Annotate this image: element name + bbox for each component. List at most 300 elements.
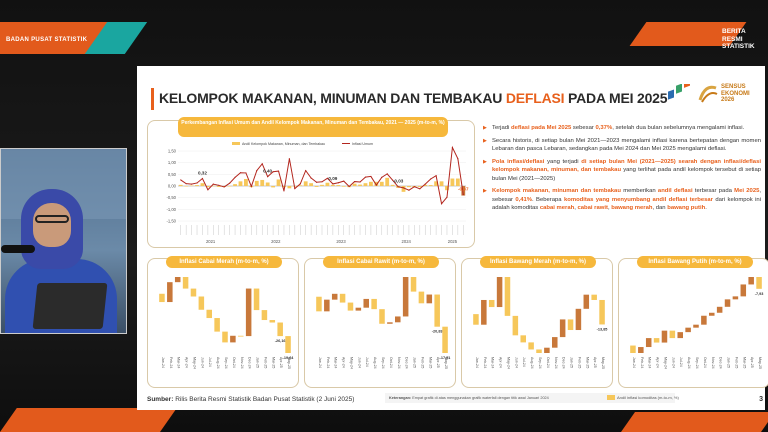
bar-andil [326, 183, 330, 186]
waterfall-bar [528, 342, 534, 349]
x-tick-label: Jan-25 [255, 357, 260, 368]
bullet-text: Pola inflasi/deflasi [492, 158, 545, 165]
x-tick-label: May-24 [506, 357, 511, 369]
x-tick-label: Oct-24 [545, 357, 550, 368]
waterfall-bar [379, 309, 385, 324]
bullet-list [483, 124, 761, 217]
waterfall-bar [725, 299, 731, 306]
bar-andil [271, 186, 275, 187]
bar-andil [407, 186, 411, 187]
x-tick-label: Apr-24 [184, 357, 189, 368]
note-label: Keterangan: [389, 396, 412, 400]
waterfall-bar [363, 299, 369, 308]
x-tick-label: May-25 [601, 357, 606, 369]
waterfall-bar [434, 295, 440, 327]
waterfall-bar [348, 303, 354, 311]
bar-andil [304, 181, 308, 186]
point-inflasi-umum [381, 177, 382, 178]
sensus-logo-text [721, 84, 750, 104]
point-inflasi-umum [343, 181, 344, 182]
legend-label: Inflasi Umum [352, 142, 373, 146]
presenter-glasses [35, 215, 69, 223]
bar-andil [179, 185, 183, 186]
x-tick-label: Nov-24 [239, 357, 244, 369]
x-tick-label: Sep-24 [381, 357, 385, 369]
point-inflasi-umum [359, 181, 360, 182]
point-inflasi-umum [387, 173, 388, 174]
waterfall-bar [748, 277, 754, 284]
x-tick-label: Mar-25 [428, 357, 433, 369]
point-inflasi-umum [408, 190, 409, 191]
point-inflasi-umum [354, 181, 355, 182]
x-tick-label: Jun-24 [514, 357, 519, 368]
point-inflasi-umum [229, 183, 230, 184]
logo-line: EKONOMI [721, 90, 750, 97]
waterfall-bar [411, 277, 417, 292]
bullet-text: komoditas yang menyumbang andil deflasi terbesar [563, 196, 713, 203]
bar-andil [353, 184, 357, 186]
page-number: 3 [759, 396, 763, 403]
data-label: 0,09 [328, 175, 338, 181]
data-label: -13,85 [596, 327, 608, 332]
x-tick-label: Apr-24 [655, 357, 660, 368]
bullet-text: Mei 2025 [734, 188, 760, 194]
agency-name: BADAN PUSAT STATISTIK [6, 37, 88, 43]
waterfall-bar [685, 328, 691, 332]
point-inflasi-umum [224, 186, 225, 187]
x-tick-label: Feb-24 [168, 357, 173, 369]
bar-andil [385, 178, 389, 186]
point-inflasi-umum [430, 178, 431, 179]
waterfall-bar [756, 277, 762, 289]
x-tick-label: Feb-24 [482, 357, 487, 369]
bullet-text: yang terjadi [544, 158, 582, 165]
waterfall-bar [230, 336, 236, 343]
waterfall-bar [222, 332, 228, 343]
bar-andil [239, 181, 243, 186]
waterfall-bar [159, 294, 165, 302]
x-tick-label: Apr-24 [341, 357, 346, 368]
point-inflasi-umum [370, 176, 371, 177]
x-tick-label: Mar-25 [585, 357, 590, 369]
bar-andil [336, 185, 340, 186]
x-tick-label: Feb-25 [734, 357, 739, 369]
point-inflasi-umum [251, 186, 252, 187]
x-tick-label: Mar-24 [333, 357, 338, 369]
point-inflasi-umum [245, 172, 246, 173]
microphone [1, 245, 35, 253]
bar-andil [233, 184, 237, 186]
point-inflasi-umum [457, 158, 458, 159]
bar-andil [429, 185, 433, 186]
x-tick-label: Jan-25 [412, 357, 417, 368]
data-label: 0,40 [263, 168, 273, 174]
x-tick-label: Feb-25 [577, 357, 582, 369]
line-inflasi-umum [181, 148, 464, 204]
waterfall-bar [552, 337, 558, 348]
bar-andil [369, 182, 373, 186]
title-highlight: DEFLASI [505, 90, 565, 106]
bullet-text: bawang putih [667, 205, 706, 211]
bar-andil [255, 181, 259, 186]
x-tick-label: Dec-24 [247, 357, 252, 369]
year-label: 2023 [336, 239, 346, 244]
point-inflasi-umum [196, 182, 197, 183]
point-inflasi-umum [186, 183, 187, 184]
chart-card-bawang-merah [461, 258, 613, 388]
bullet-text: memberikan [620, 188, 658, 194]
x-tick-label: Jan-24 [631, 357, 636, 368]
waterfall-bar [316, 297, 322, 312]
bullet-text: andil deflasi [657, 188, 693, 194]
waterfall-bar [638, 347, 644, 353]
x-tick-label: Jan-24 [474, 357, 479, 368]
data-label: -7,93 [754, 291, 764, 296]
data-label: -17,51 [439, 356, 451, 360]
point-inflasi-umum [446, 197, 447, 198]
x-tick-label: May-24 [192, 357, 197, 369]
bar-andil [309, 183, 313, 186]
waterfall-bar [427, 295, 433, 304]
logo-line: SENSUS [721, 84, 746, 90]
waterfall-bar [497, 277, 503, 307]
bar-andil [244, 179, 248, 186]
waterfall-bar [206, 310, 212, 318]
year-label: 2022 [271, 239, 281, 244]
point-inflasi-umum [414, 186, 415, 187]
y-tick-label: -0,50 [166, 195, 176, 201]
point-inflasi-umum [283, 190, 284, 191]
bar-andil [331, 185, 335, 186]
point-inflasi-umum [338, 182, 339, 183]
x-tick-label: Aug-24 [530, 357, 535, 369]
data-label: -26,16 [274, 339, 286, 344]
waterfall-bar [646, 338, 652, 347]
x-tick-label: Jul-24 [208, 357, 213, 367]
x-tick-label: Feb-24 [639, 357, 644, 369]
waterfall-bar [717, 307, 723, 313]
point-inflasi-umum [403, 187, 404, 188]
x-tick-label: Jun-24 [200, 357, 205, 368]
x-tick-label: Mar-24 [490, 357, 495, 369]
x-tick-label: Apr-25 [279, 357, 284, 368]
presentation-slide [137, 66, 765, 410]
waterfall-bar [199, 297, 205, 310]
x-tick-label: Jan-24 [160, 357, 165, 368]
chart-bawang-merah [466, 271, 610, 387]
brs-logo [722, 28, 762, 51]
year-label: 2025 [447, 239, 458, 244]
x-tick-label: Apr-24 [498, 357, 503, 368]
waterfall-bar [403, 277, 409, 316]
bar-andil [266, 183, 270, 187]
bullet-text: 0,37% [595, 125, 613, 131]
waterfall-bar [167, 282, 173, 302]
chart-card-cabai-merah [147, 258, 299, 388]
main-chart [152, 139, 472, 247]
x-tick-label: Apr-25 [436, 357, 441, 368]
waterfall-bar [489, 300, 495, 307]
y-tick-label: 1,00 [167, 160, 176, 166]
point-inflasi-umum [305, 170, 306, 171]
point-inflasi-umum [436, 175, 437, 176]
x-tick-label: Apr-25 [593, 357, 598, 368]
bullet-text: bawang merah [611, 205, 653, 211]
x-tick-label: Sep-24 [224, 357, 228, 369]
bullet-text: terbesar pada [692, 188, 735, 194]
bullet-text: , setelah dua bulan sebelumnya mengalami inflasi. [612, 125, 745, 131]
source-note [147, 396, 354, 403]
waterfall-bar [693, 325, 699, 328]
chart-bawang-putih [623, 271, 767, 387]
waterfall-bar [520, 335, 526, 342]
bullet-item [483, 124, 761, 133]
waterfall-bar [733, 296, 739, 299]
point-inflasi-umum [256, 170, 257, 171]
bar-andil [315, 186, 319, 187]
waterfall-bar [270, 320, 276, 322]
point-inflasi-umum [397, 186, 398, 187]
x-tick-label: Mar-24 [176, 357, 181, 369]
x-tick-label: May-24 [663, 357, 668, 369]
waterfall-bar [387, 322, 393, 323]
source-text: Rilis Berita Resmi Statistik Badan Pusat Statistik (2 Juni 2025) [175, 396, 355, 403]
waterfall-bar [662, 331, 668, 343]
bullet-item [483, 187, 761, 213]
point-inflasi-umum [180, 179, 181, 180]
legend-swatch-bar [232, 142, 240, 145]
x-tick-label: Jul-24 [365, 357, 370, 367]
waterfall-bar [544, 348, 550, 353]
bar-andil [418, 186, 422, 187]
waterfall-bar [473, 314, 479, 325]
bullet-text: , dan [652, 205, 668, 211]
x-tick-label: Mar-25 [742, 357, 747, 369]
bar-andil [184, 186, 188, 187]
x-tick-label: May-24 [349, 357, 354, 369]
x-tick-label: Aug-24 [373, 357, 378, 369]
sensus-ekonomi-logo-icon [697, 82, 719, 104]
x-tick-label: Oct-24 [702, 357, 707, 368]
x-tick-label: Feb-25 [263, 357, 268, 369]
waterfall-bar [654, 338, 660, 342]
x-tick-label: Mar-25 [271, 357, 276, 369]
waterfall-bar [371, 299, 377, 309]
bullet-text: Secara historis, di setiap bulan Mei 2021—2023 mengalami inflasi karena bertepatan dengan momen Lebaran dan pasca Lebaran, sedangkan pada Mei 2024 dan Mei 2025 mengalami deflasi. [492, 137, 761, 152]
x-tick-label: Jan-25 [569, 357, 574, 368]
x-tick-label: Jul-24 [522, 357, 527, 367]
bullet-text: . Beberapa [532, 196, 564, 203]
waterfall-bar [340, 294, 346, 303]
bps-logo-icon [667, 84, 691, 102]
point-inflasi-umum [365, 177, 366, 178]
chart-title: Inflasi Bawang Merah (m-to-m, %) [480, 256, 596, 268]
data-label: -19,64 [282, 356, 294, 360]
bullet-text: , sebesar [492, 188, 762, 203]
x-tick-label: Nov-24 [710, 357, 715, 369]
waterfall-bar [560, 319, 566, 337]
x-tick-label: Dec-24 [561, 357, 566, 369]
waterfall-bar [442, 327, 448, 353]
waterfall-bar [505, 277, 511, 316]
x-tick-label: Sep-24 [695, 357, 699, 369]
chart-title: Inflasi Bawang Putih (m-to-m, %) [637, 256, 753, 268]
waterfall-bar [419, 292, 425, 304]
waterfall-bar [536, 349, 542, 353]
point-inflasi-umum [240, 172, 241, 173]
bullet-item [483, 137, 761, 154]
x-tick-label: Mar-24 [647, 357, 652, 369]
legend-swatch [607, 395, 615, 400]
x-tick-label: Feb-25 [420, 357, 425, 369]
laptop [33, 283, 108, 329]
chart-card-cabai-rawit [304, 258, 456, 388]
x-tick-label: May-25 [444, 357, 449, 369]
brs-line: STATISTIK [722, 43, 755, 50]
bullet-item [483, 158, 761, 184]
waterfall-bar [568, 319, 574, 330]
waterfall-bar [214, 318, 220, 332]
title-accent-bar [151, 88, 154, 110]
y-tick-label: -1,00 [166, 206, 176, 212]
data-label: 0,32 [197, 170, 207, 176]
chart-title: Inflasi Cabai Rawit (m-to-m, %) [323, 256, 439, 268]
decor-stripe [621, 412, 768, 432]
bullet-text: Kelompok makanan, minuman dan tembakau [492, 188, 621, 194]
presenter-face [33, 203, 71, 247]
point-inflasi-umum [191, 184, 192, 185]
waterfall-bar [246, 289, 252, 337]
x-tick-label: Apr-25 [750, 357, 755, 368]
brs-line: BERITA [722, 28, 746, 35]
point-inflasi-umum [202, 178, 203, 179]
brs-line: RESMI [722, 35, 743, 43]
point-inflasi-umum [218, 185, 219, 186]
waterfall-bar [741, 284, 747, 296]
waterfall-bar [701, 316, 707, 325]
source-label: Sumber: [147, 396, 174, 403]
y-tick-label: 0,00 [167, 183, 176, 189]
point-inflasi-umum [419, 188, 420, 189]
point-inflasi-umum [294, 188, 295, 189]
chart-card-bawang-putih [618, 258, 768, 388]
main-chart-card [147, 120, 475, 248]
chart-cabai-merah [152, 271, 296, 387]
bar-andil [260, 180, 264, 186]
point-inflasi-umum [311, 177, 312, 178]
bullet-text: , [607, 205, 612, 211]
title-prefix: KELOMPOK MAKANAN, MINUMAN DAN TEMBAKAU [159, 90, 506, 106]
bullet-text: . [705, 205, 707, 211]
x-tick-label: Jan-24 [317, 357, 322, 368]
x-tick-label: Aug-24 [687, 357, 692, 369]
point-inflasi-umum [267, 176, 268, 177]
bar-andil [277, 179, 281, 186]
waterfall-bar [175, 277, 181, 282]
bullet-text: yang terlihat pada andil kelompok tersebut di setiap bulan Mei (2021—2025) [492, 167, 761, 182]
waterfall-bar [285, 336, 291, 353]
waterfall-bar [670, 331, 676, 338]
decor-stripe [0, 408, 177, 432]
bar-andil [342, 186, 346, 187]
point-inflasi-umum [349, 186, 350, 187]
bar-andil [195, 185, 199, 186]
bar-andil [320, 185, 324, 186]
x-tick-label: May-25 [287, 357, 292, 369]
waterfall-bar [513, 316, 519, 335]
y-tick-label: -1,50 [166, 218, 176, 224]
bar-andil [440, 181, 444, 186]
bar-andil [364, 183, 368, 186]
note-text: Empat grafik di atas menggunakan grafik waterfall dengan titik awal Januari 2024 [412, 396, 549, 400]
x-tick-label: Nov-24 [553, 357, 558, 369]
point-inflasi-umum [213, 184, 214, 185]
chart-cabai-rawit [309, 271, 453, 387]
bar-andil [456, 179, 460, 186]
point-inflasi-umum [332, 183, 333, 184]
bullet-text: cabai rawit [577, 205, 608, 211]
legend-note [607, 395, 679, 400]
x-tick-label: Sep-24 [538, 357, 542, 369]
waterfall-bar [254, 289, 260, 311]
data-label: -0,37 [458, 186, 469, 192]
point-inflasi-umum [316, 182, 317, 183]
bullet-text: dari kelompok ini adalah komoditas [492, 196, 761, 211]
x-tick-label: Jan-25 [726, 357, 731, 368]
x-tick-label: Nov-24 [396, 357, 401, 369]
bar-andil [358, 185, 362, 186]
waterfall-bar [709, 313, 715, 316]
point-inflasi-umum [234, 177, 235, 178]
point-inflasi-umum [207, 189, 208, 190]
waterfall-bar [191, 289, 197, 297]
bullet-text: , [574, 205, 578, 211]
x-tick-label: Feb-24 [325, 357, 330, 369]
y-tick-label: 0,50 [167, 171, 176, 177]
slide-title [159, 90, 667, 106]
point-inflasi-umum [376, 184, 377, 185]
waterfall-bar [183, 277, 189, 289]
chart-title: Inflasi Cabai Merah (m-to-m, %) [166, 256, 282, 268]
data-label: -20,83 [431, 329, 443, 334]
bar-andil [451, 179, 455, 186]
waterfall-bar [332, 294, 338, 300]
waterfall-bar [599, 300, 605, 324]
x-tick-label: Jun-24 [671, 357, 676, 368]
waterfall-bar [277, 323, 283, 337]
waterfall-bar [262, 310, 268, 320]
bar-andil [287, 186, 291, 188]
point-inflasi-umum [272, 171, 273, 172]
waterfall-bar [395, 316, 401, 322]
bar-andil [228, 186, 232, 187]
x-tick-label: Jul-24 [679, 357, 684, 367]
waterfall-bar [584, 295, 590, 309]
point-inflasi-umum [441, 203, 442, 204]
point-inflasi-umum [321, 181, 322, 182]
waterfall-bar [481, 300, 487, 325]
presenter-video [0, 148, 127, 334]
point-inflasi-umum [289, 158, 290, 159]
legend-label: Andil Kelompok Makanan, Minuman, dan Tembakau [242, 142, 326, 146]
bullet-text: cabai merah [539, 205, 575, 211]
point-inflasi-umum [425, 184, 426, 185]
bar-andil [190, 186, 194, 187]
y-tick-label: 1,50 [167, 148, 176, 154]
waterfall-bar [677, 332, 683, 338]
bullet-text: di setiap bulan Mei (2021—2025) searah dengan inflasi/deflasi kelompok makanan, minuman, dan tembakau [492, 158, 762, 173]
data-label: -0,03 [392, 178, 404, 184]
